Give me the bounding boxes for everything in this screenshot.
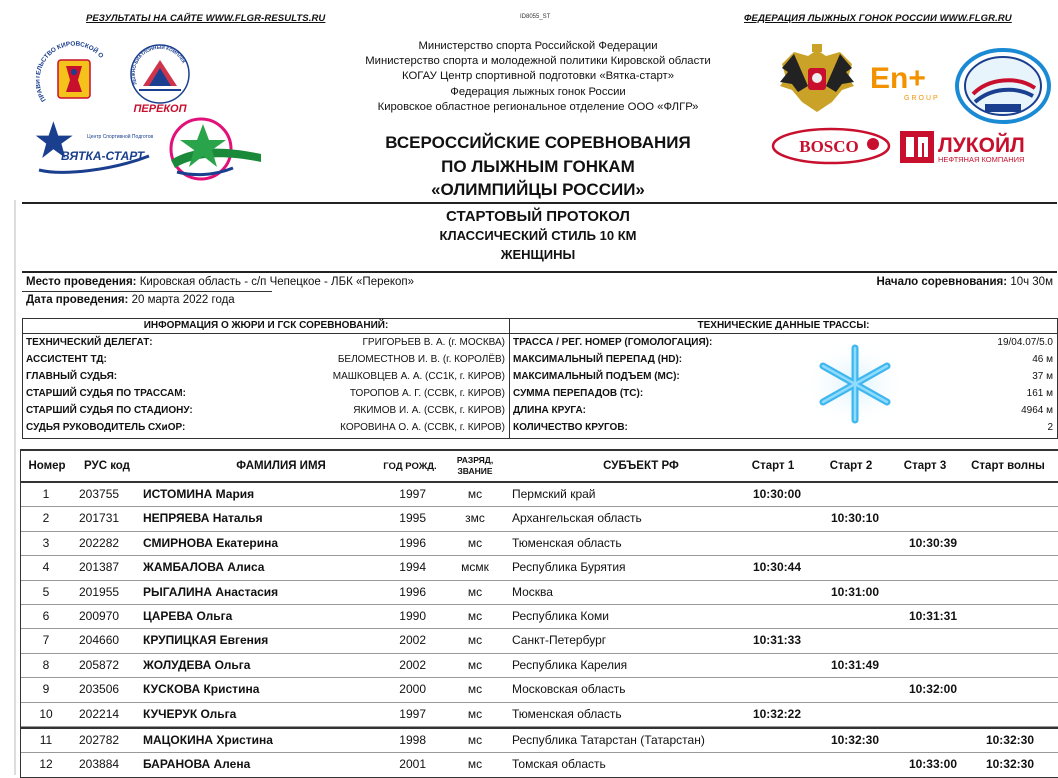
athlete-name: ИСТОМИНА Мария (143, 487, 255, 501)
start-2: 10:31:49 (830, 657, 879, 672)
start-1 (741, 507, 801, 530)
wave-start: 10:32:30 (985, 757, 1034, 772)
row-number: 5 (42, 584, 50, 599)
start-3 (897, 629, 957, 652)
jury-panel (23, 319, 510, 438)
jury-row: СУДЬЯ РУКОВОДИТЕЛЬ СХиОР: КОРОВИНА О. А. (ССВК, г. КИРОВ) (26, 422, 505, 433)
table-row (21, 678, 1058, 702)
rus-code: 203755 (79, 487, 120, 501)
rus-code: 201955 (79, 584, 120, 599)
athlete-name: СМИРНОВА Екатерина (143, 535, 279, 550)
rank: мс (467, 487, 483, 501)
table-row (21, 507, 1058, 531)
table-row (21, 483, 1058, 507)
start-2 (819, 483, 879, 506)
athlete-name: МАЦОКИНА Христина (143, 732, 273, 747)
table-row (21, 581, 1058, 605)
start-1 (741, 532, 801, 555)
start-1 (741, 654, 801, 677)
jury-header: ИНФОРМАЦИЯ О ЖЮРИ И ГСК СОРЕВНОВАНИЙ: (23, 319, 509, 334)
rus-code: 202282 (79, 535, 120, 550)
track-row: ДЛИНА КРУГА: 4964 м (513, 405, 1053, 416)
start-3: 10:32:00 (908, 682, 957, 697)
start-2: 10:30:10 (830, 511, 879, 526)
svg-text:НЕФТЯНАЯ КОМПАНИЯ: НЕФТЯНАЯ КОМПАНИЯ (938, 155, 1025, 164)
jury-row: АССИСТЕНТ ТД: БЕЛОМЕСТНОВ И. В. (г. КОРОЛЁВ) (26, 354, 505, 365)
header-divider (22, 202, 1057, 204)
start-3 (897, 581, 957, 604)
date-row (22, 291, 272, 308)
athlete-name: ЖАМБАЛОВА Алиса (143, 560, 265, 575)
rank: мс (467, 608, 483, 623)
svg-text:GROUP: GROUP (904, 95, 940, 102)
wave-start (974, 507, 1034, 530)
rank: мс (467, 706, 483, 721)
lukoil-logo (898, 129, 1052, 165)
track-row: СУММА ПЕРЕПАДОВ (ТС): 161 м (513, 388, 1053, 399)
rus-code: 202782 (79, 732, 120, 747)
rank: мс (467, 682, 483, 697)
birth-year: 1996 (399, 584, 426, 599)
snowflake-icon (800, 338, 910, 430)
svg-text:ЛЫЖНО-БИАТЛОННЫЙ КОМПЛЕКС: ЛЫЖНО-БИАТЛОННЫЙ КОМПЛЕК (130, 44, 187, 86)
wave-start (974, 605, 1034, 628)
row-number: 2 (42, 511, 50, 526)
wave-start (974, 483, 1034, 506)
track-row: КОЛИЧЕСТВО КРУГОВ: 2 (513, 422, 1053, 433)
start-2: 10:32:30 (830, 732, 879, 747)
row-number: 11 (39, 732, 53, 747)
start-1 (741, 678, 801, 701)
start-2 (819, 629, 879, 652)
region: Республика Карелия (512, 657, 628, 672)
place-value: Кировская область - с/п Чепецкое - ЛБК «Перекоп» (139, 276, 415, 288)
col-start2: Старт 2 (829, 459, 873, 472)
start-1 (741, 729, 801, 752)
start-1 (741, 581, 801, 604)
region: Архангельская область (512, 511, 642, 526)
birth-year: 1995 (399, 511, 426, 526)
protocol-heading (330, 207, 746, 264)
title-line: ПО ЛЫЖНЫМ ГОНКАМ (441, 156, 635, 176)
table-row (21, 605, 1058, 629)
wave-start (974, 678, 1034, 701)
row-number: 7 (42, 633, 50, 648)
rus-code: 201731 (79, 511, 120, 526)
results-site-link[interactable]: РЕЗУЛЬТАТЫ НА САЙТЕ WWW.FLGR-RESULTS.RU (86, 13, 326, 24)
venue-row (22, 274, 1057, 290)
col-year: ГОД РОЖД. (383, 460, 437, 472)
track-panel (510, 319, 1057, 438)
rank: мс (467, 732, 483, 747)
title-line: ВСЕРОССИЙСКИЕ СОРЕВНОВАНИЯ (385, 133, 691, 152)
start-time-label: Начало соревнования: (876, 276, 1008, 288)
col-num: Номер (28, 459, 66, 472)
table-row (21, 532, 1058, 556)
birth-year: 1990 (399, 608, 426, 623)
svg-text:Центр Спортивной Подготовки: Центр Спортивной Подготовки (87, 134, 153, 140)
rus-code: 203506 (79, 682, 120, 697)
rank: мс (467, 633, 483, 648)
birth-year: 1997 (399, 487, 426, 501)
svg-text:ПРАВИТЕЛЬСТВО КИРОВСКОЙ ОБЛАСТ: ПРА ЛЬСТВО КИРОВСКОЙ О (36, 40, 105, 103)
svg-text:En+: En+ (870, 62, 926, 95)
row-number: 1 (42, 487, 50, 501)
start-3 (897, 507, 957, 530)
vyatka-start-logo (33, 118, 153, 178)
track-row: МАКСИМАЛЬНЫЙ ПОДЪЕМ (MC): 37 м (513, 371, 1053, 382)
row-number: 8 (42, 657, 50, 672)
competition-title (330, 131, 746, 202)
region: Московская область (512, 682, 626, 697)
athlete-name: ЦАРЕВА Ольга (143, 608, 233, 623)
region: Москва (512, 584, 553, 599)
table-row (21, 629, 1058, 653)
wave-start (974, 654, 1034, 677)
rus-code: 203884 (79, 757, 120, 772)
en-plus-logo (868, 58, 948, 104)
rank: змс (465, 511, 485, 526)
track-row: МАКСИМАЛЬНЫЙ ПЕРЕПАД (HD): 46 м (513, 354, 1053, 365)
birth-year: 2001 (399, 757, 426, 772)
flgr-logo (955, 48, 1051, 124)
region: Республика Коми (512, 608, 609, 623)
start-2 (819, 678, 879, 701)
jury-row: СТАРШИЙ СУДЬЯ ПО СТАДИОНУ: ЯКИМОВ И. А. (ССВК, г. КИРОВ) (26, 405, 505, 416)
protocol-category: ЖЕНЩИНЫ (500, 247, 576, 262)
organizer-line: Федерация лыжных гонок России (450, 85, 626, 98)
venue-divider (22, 271, 1057, 273)
region: Санкт-Петербург (512, 633, 607, 648)
rank: мс (467, 584, 483, 599)
start-3: 10:33:00 (908, 757, 957, 772)
start-3 (897, 654, 957, 677)
date-value: 20 марта 2022 года (131, 294, 235, 306)
table-body (21, 483, 1058, 778)
svg-text:ЛУКОЙЛ: ЛУКОЙЛ (938, 134, 1025, 157)
rus-code: 200970 (79, 608, 120, 623)
start-time-block (876, 274, 1053, 290)
start-2 (819, 703, 879, 726)
wave-start (974, 532, 1034, 555)
track-row: ТРАССА / РЕГ. НОМЕР (ГОМОЛОГАЦИЯ): 19/04.07/5.0 (513, 337, 1053, 348)
region: Тюменская область (512, 535, 622, 550)
col-name: ФАМИЛИЯ ИМЯ (236, 459, 326, 472)
jury-row: ТЕХНИЧЕСКИЙ ДЕЛЕГАТ: ГРИГОРЬЕВ В. А. (г. МОСКВА) (26, 337, 505, 348)
region: Республика Татарстан (Татарстан) (512, 732, 705, 747)
svg-text:BOSCO: BOSCO (799, 137, 859, 156)
table-row (21, 753, 1058, 777)
athlete-name: РЫГАЛИНА Анастасия (143, 584, 279, 599)
birth-year: 2002 (399, 633, 426, 648)
start-3 (897, 703, 957, 726)
birth-year: 1998 (399, 732, 426, 747)
region: Республика Бурятия (512, 560, 626, 575)
page-edge (14, 200, 16, 775)
rank: мс (467, 757, 483, 772)
start-2 (819, 532, 879, 555)
start-2: 10:31:00 (830, 584, 879, 599)
start-1 (741, 605, 801, 628)
jury-row: ГЛАВНЫЙ СУДЬЯ: МАШКОВЦЕВ А. А. (СС1К, г. КИРОВ) (26, 371, 505, 382)
start-3 (897, 483, 957, 506)
rank: мсмк (461, 560, 489, 575)
row-number: 10 (39, 706, 53, 721)
jury-row: СТАРШИЙ СУДЬЯ ПО ТРАССАМ: ТОРОПОВ А. Г. (ССВК, г. КИРОВ) (26, 388, 505, 399)
wave-start (974, 556, 1034, 579)
table-row (21, 556, 1058, 580)
rank: мс (467, 535, 483, 550)
start-3: 10:30:39 (908, 535, 957, 550)
russia-coat-of-arms-icon (774, 42, 860, 118)
olympians-logo (163, 116, 263, 182)
athlete-name: КУЧЕРУК Ольга (143, 706, 237, 721)
col-start1: Старт 1 (751, 459, 795, 472)
wave-start: 10:32:30 (985, 732, 1034, 747)
athlete-name: БАРАНОВА Алена (143, 757, 251, 772)
start-time-value: 10ч 30м (1010, 276, 1053, 288)
wave-start (974, 581, 1034, 604)
document-id: ID8055_ST (520, 14, 551, 20)
col-wave-start: Старт волны (971, 459, 1045, 472)
start-2 (819, 605, 879, 628)
birth-year: 1996 (399, 535, 426, 550)
start-3 (897, 729, 957, 752)
start-1: 10:31:33 (752, 633, 801, 648)
federation-site-link[interactable]: ФЕДЕРАЦИЯ ЛЫЖНЫХ ГОНОК РОССИИ WWW.FLGR.RU (744, 13, 1012, 24)
athlete-name: КРУПИЦКАЯ Евгения (143, 633, 269, 648)
athlete-name: ЖОЛУДЕВА Ольга (143, 657, 251, 672)
start-2 (819, 556, 879, 579)
organizer-line: КОГАУ Центр спортивной подготовки «Вятка-старт» (401, 70, 675, 83)
col-start3: Старт 3 (903, 459, 947, 472)
place-label: Место проведения: (26, 276, 137, 288)
rank: мс (467, 657, 483, 672)
protocol-title: СТАРТОВЫЙ ПРОТОКОЛ (446, 208, 630, 225)
region: Тюменская область (512, 706, 622, 721)
start-3 (897, 556, 957, 579)
start-1: 10:30:44 (752, 560, 801, 575)
date-label: Дата проведения: (26, 294, 129, 306)
perekop-logo (123, 42, 198, 116)
protocol-style: КЛАССИЧЕСКИЙ СТИЛЬ 10 КМ (439, 228, 637, 243)
title-line: «ОЛИМПИЙЦЫ РОССИИ» (431, 180, 645, 199)
table-row (21, 727, 1058, 753)
region: Томская область (512, 757, 606, 772)
organizer-line: Министерство спорта Российской Федерации (418, 40, 658, 52)
organizer-line: Министерство спорта и молодежной политики Кировской области (365, 55, 711, 68)
region: Пермский край (512, 487, 596, 501)
birth-year: 2002 (399, 657, 426, 672)
svg-text:ПЕРЕКОП: ПЕРЕКОП (133, 103, 187, 115)
rus-code: 201387 (79, 560, 120, 575)
organizer-line: Кировское областное региональное отделение ООО «ФЛГР» (377, 100, 699, 113)
kirov-government-logo (36, 40, 112, 110)
start-3: 10:31:31 (908, 608, 957, 623)
start-1: 10:32:22 (752, 706, 801, 721)
col-rank: РАЗРЯД, ЗВАНИЕ (456, 455, 494, 476)
birth-year: 1994 (399, 560, 426, 575)
row-number: 9 (42, 682, 50, 697)
row-number: 4 (42, 560, 50, 575)
track-header: ТЕХНИЧЕСКИЕ ДАННЫЕ ТРАССЫ: (510, 319, 1057, 334)
athlete-name: КУСКОВА Кристина (143, 682, 260, 697)
col-code: РУС код (84, 459, 130, 472)
bosco-logo (771, 127, 895, 165)
start-1: 10:30:00 (752, 487, 801, 501)
wave-start (974, 629, 1034, 652)
organizers-block (330, 39, 746, 115)
table-header (21, 451, 1058, 483)
start-list-table (20, 449, 1058, 778)
birth-year: 2000 (399, 682, 426, 697)
start-2 (819, 753, 879, 776)
rus-code: 202214 (79, 706, 120, 721)
row-number: 3 (42, 535, 50, 550)
wave-start (974, 703, 1034, 726)
row-number: 6 (42, 608, 50, 623)
table-row (21, 703, 1058, 727)
table-row (21, 654, 1058, 678)
svg-text:ВЯТКА-СТАРТ: ВЯТКА-СТАРТ (61, 149, 145, 163)
col-region: СУБЪЕКТ РФ (603, 459, 679, 472)
birth-year: 1997 (399, 706, 426, 721)
rus-code: 204660 (79, 633, 120, 648)
rus-code: 205872 (79, 657, 120, 672)
row-number: 12 (39, 757, 53, 772)
athlete-name: НЕПРЯЕВА Наталья (143, 511, 263, 526)
start-1 (741, 753, 801, 776)
